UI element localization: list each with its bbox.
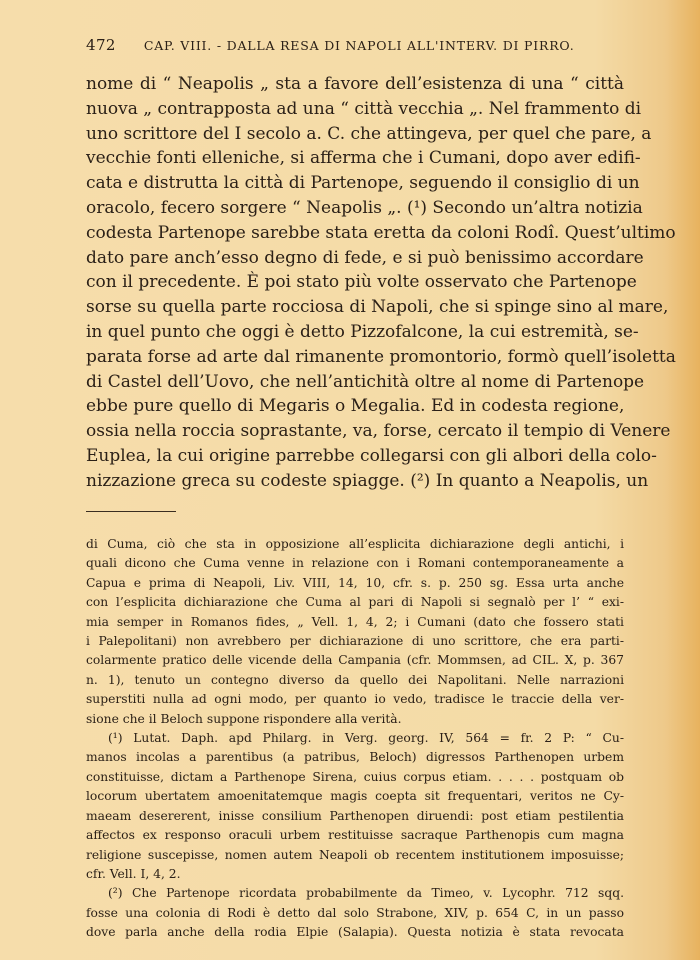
footnote-line: affectos ex responso oraculi urbem restituisse sacraque Parthenopis cum magna — [86, 828, 624, 843]
footnote-line: cfr. Vell. I, 4, 2. — [86, 866, 181, 881]
footnote-line: superstiti nulla ad ogni modo, per quanto io vedo, tradisce le traccie della ver- — [86, 692, 624, 707]
footnote-line: maeam desererent, inisse consilium Parthenopen diruendi: post etiam pestilentia — [86, 808, 624, 823]
body-line: vecchie fonti elleniche, si afferma che i Cumani, dopo aver edifi- — [86, 148, 641, 169]
body-line: nome di “ Neapolis „ sta a favore dell’esistenza di una “ città — [86, 74, 624, 94]
footnote-line: dove parla anche della rodia Elpie (Salapia). Questa notizia è stata revocata — [86, 925, 624, 940]
footnote-line: di Cuma, ciò che sta in opposizione all’esplicita dichiarazione degli antichi, i — [86, 537, 624, 551]
body-line: codesta Partenope sarebbe stata eretta da coloni Rodî. Quest’ultimo — [86, 222, 676, 243]
body-line: con il precedente. È poi stato più volte osservato che Partenope — [86, 272, 637, 293]
footnote-separator — [86, 511, 176, 512]
body-line: ossia nella roccia soprastante, va, forse, cercato il tempio di Venere — [86, 421, 671, 442]
footnote-line: colarmente pratico delle vicende della Campania (cfr. Mommsen, ad CIL. X, p. 367 — [86, 653, 624, 668]
footnote-line: fosse una colonia di Rodi è detto dal solo Strabone, XIV, p. 654 C, in un passo — [86, 905, 624, 920]
footnote-line: religione suscepisse, nomen autem Neapoli ob recentem institutionem imposuisse; — [86, 847, 624, 862]
body-line: di Castel dell’Uovo, che nell’antichità oltre al nome di Partenope — [86, 371, 645, 392]
body-line: sorse su quella parte rocciosa di Napoli, che si spinge sino al mare, — [86, 297, 669, 318]
footnote-line: Capua e prima di Neapoli, Liv. VIII, 14, 10, cfr. s. p. 250 sg. Essa urta anche — [86, 575, 624, 590]
footnote-line: quali dicono che Cuma venne in relazione con i Romani contemporaneamente a — [86, 556, 624, 571]
footnote-line: locorum ubertatem amoenitatemque magis coepta sit frequentari, veritos ne Cy- — [86, 789, 624, 804]
body-line: Euplea, la cui origine parrebbe collegarsi con gli albori della colo- — [86, 445, 657, 466]
running-title: CAP. VIII. - DALLA RESA DI NAPOLI ALL'INTERV. DI PIRRO. — [143, 38, 575, 53]
footnote-line: manos incolas a parentibus (a patribus, Beloch) digressos Parthenopen urbem — [86, 750, 624, 765]
footnote-line: (¹) Lutat. Daph. apd Philarg. in Verg. georg. IV, 564 = fr. 2 P: “ Cu- — [108, 731, 624, 746]
body-line: in quel punto che oggi è detto Pizzofalcone, la cui estremità, se- — [86, 321, 639, 342]
body-line: uno scrittore del I secolo a. C. che attingeva, per quel che pare, a — [86, 123, 652, 144]
footnote-line: constituisse, dictam a Parthenope Sirena, cuius corpus etiam. . . . . postquam ob — [86, 769, 624, 784]
footnote-line: (²) Che Partenope ricordata probabilmente da Timeo, v. Lycophr. 712 sqq. — [108, 886, 624, 901]
footnote-line: sione che il Beloch suppone rispondere alla verità. — [86, 711, 402, 726]
body-line: nuova „ contrapposta ad una “ città vecchia „. Nel frammento di — [86, 98, 642, 119]
body-line: cata e distrutta la città di Partenope, seguendo il consiglio di un — [86, 173, 640, 194]
body-line: ebbe pure quello di Megaris o Megalia. Ed in codesta regione, — [86, 396, 625, 417]
page-number: 472 — [86, 36, 116, 54]
running-header — [86, 36, 626, 54]
footnotes — [86, 535, 624, 943]
footnote-line: n. 1), tenuto un contegno diverso da quello dei Napolitani. Nelle narrazioni — [86, 672, 624, 687]
footnote-line: i Palepolitani) non avrebbero per dichiarazione di uno scrittore, che era parti- — [86, 634, 624, 649]
body-line: oracolo, fecero sorgere “ Neapolis „. (¹) Secondo un’altra notizia — [86, 197, 643, 218]
body-line: dato pare anch’esso degno di fede, e si può benissimo accordare — [86, 247, 644, 268]
body-line: parata forse ad arte dal rimanente promontorio, formò quell’isoletta — [86, 346, 676, 367]
footnote-line: mia semper in Romanos fides, „ Vell. 1, 4, 2; i Cumani (dato che fossero stati — [86, 614, 624, 629]
main-text — [86, 72, 676, 494]
footnote-line: con l’esplicita dichiarazione che Cuma al pari di Napoli si segnalò per l’ “ exi- — [86, 595, 624, 610]
body-line: nizzazione greca su codeste spiagge. (²) In quanto a Neapolis, un — [86, 470, 649, 491]
